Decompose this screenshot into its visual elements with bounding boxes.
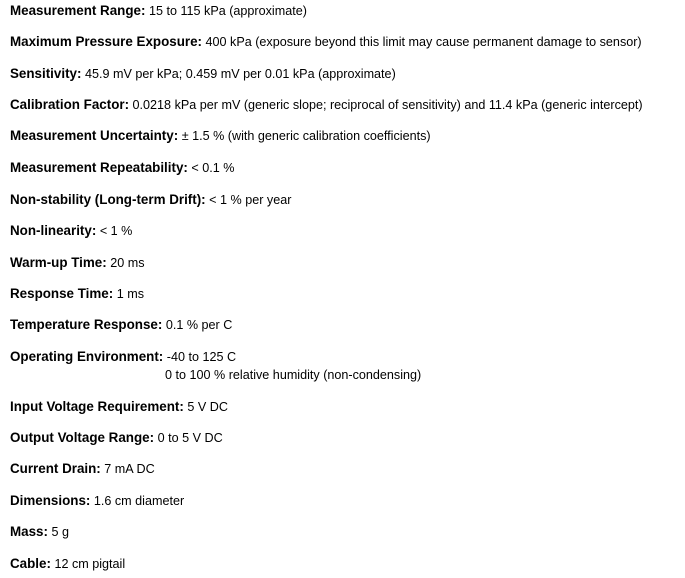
spec-value: < 1 % per year	[209, 193, 292, 207]
spec-value: < 0.1 %	[191, 161, 235, 175]
spec-label: Non-stability (Long-term Drift):	[10, 192, 206, 207]
spec-measurement-range	[10, 3, 307, 19]
spec-label: Dimensions:	[10, 493, 91, 508]
spec-label: Non-linearity:	[10, 223, 97, 238]
spec-label: Calibration Factor:	[10, 97, 130, 112]
spec-value: 400 kPa (exposure beyond this limit may cause permanent damage to sensor)	[205, 35, 642, 49]
spec-label: Temperature Response:	[10, 317, 163, 332]
spec-label: Operating Environment:	[10, 349, 164, 364]
spec-value: 1.6 cm diameter	[93, 494, 185, 508]
spec-label: Cable:	[10, 556, 51, 571]
spec-value: 0.1 % per C	[165, 318, 233, 332]
spec-mass	[10, 524, 69, 540]
spec-value: 45.9 mV per kPa; 0.459 mV per 0.01 kPa (approximate)	[84, 67, 396, 81]
spec-value: 7 mA DC	[104, 462, 155, 476]
spec-operating-environment-humidity: 0 to 100 % relative humidity (non-condensing)	[165, 368, 422, 382]
spec-non-stability	[10, 192, 291, 208]
spec-value: 1 ms	[116, 287, 144, 301]
spec-label: Output Voltage Range:	[10, 430, 155, 445]
spec-label: Warm-up Time:	[10, 255, 107, 270]
spec-response-time	[10, 286, 144, 302]
spec-label: Response Time:	[10, 286, 114, 301]
spec-label: Measurement Uncertainty:	[10, 128, 179, 143]
spec-label: Sensitivity:	[10, 66, 82, 81]
spec-output-voltage-range	[10, 430, 223, 446]
spec-temperature-response	[10, 317, 232, 333]
spec-input-voltage	[10, 399, 228, 415]
spec-warm-up-time	[10, 255, 145, 271]
spec-label: Measurement Range:	[10, 3, 146, 18]
spec-value: 5 V DC	[187, 400, 228, 414]
spec-value: 20 ms	[110, 256, 145, 270]
spec-label: Maximum Pressure Exposure:	[10, 34, 203, 49]
spec-measurement-repeatability	[10, 160, 234, 176]
spec-maximum-pressure-exposure	[10, 34, 642, 50]
spec-sensitivity	[10, 66, 396, 82]
spec-current-drain	[10, 461, 155, 477]
spec-value: 0 to 5 V DC	[157, 431, 223, 445]
spec-label: Current Drain:	[10, 461, 101, 476]
spec-operating-environment	[10, 349, 236, 365]
spec-label: Input Voltage Requirement:	[10, 399, 184, 414]
spec-value: 5 g	[51, 525, 69, 539]
spec-value: 12 cm pigtail	[54, 557, 126, 571]
spec-label: Measurement Repeatability:	[10, 160, 188, 175]
spec-cable	[10, 556, 125, 572]
spec-value: ± 1.5 % (with generic calibration coefficients)	[181, 129, 431, 143]
spec-dimensions	[10, 493, 184, 509]
spec-value: -40 to 125 C	[166, 350, 237, 364]
spec-non-linearity	[10, 223, 132, 239]
spec-calibration-factor	[10, 97, 643, 113]
spec-value: 0.0218 kPa per mV (generic slope; reciprocal of sensitivity) and 11.4 kPa (generic intercept)	[132, 98, 643, 112]
spec-measurement-uncertainty	[10, 128, 431, 144]
spec-label: Mass:	[10, 524, 48, 539]
spec-value: 15 to 115 kPa (approximate)	[148, 4, 307, 18]
spec-value: < 1 %	[99, 224, 133, 238]
